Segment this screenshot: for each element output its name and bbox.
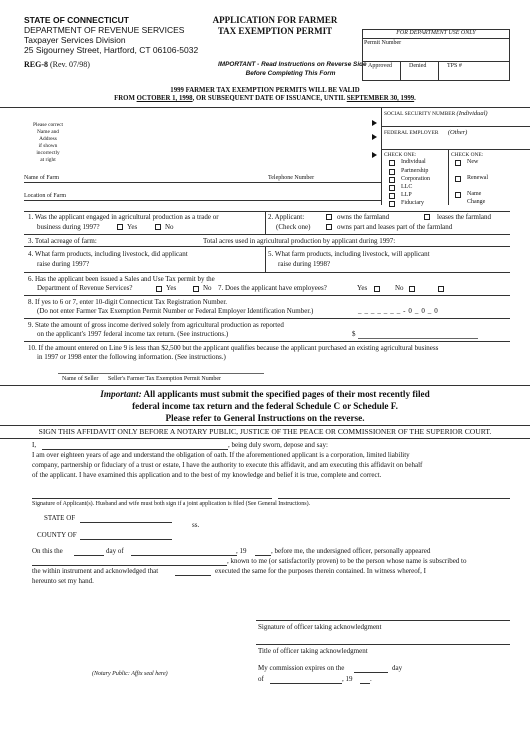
question-3b-label: Total acres used in agricultural production by applicant during 1997: bbox=[203, 237, 396, 245]
question-6-line1: 6. Has the applicant been issued a Sales and Use Tax permit by the bbox=[28, 275, 215, 283]
seller-name-field[interactable] bbox=[58, 373, 154, 374]
owns-farmland-checkbox[interactable] bbox=[326, 214, 332, 220]
question-3-label: 3. Total acreage of farm: bbox=[28, 237, 97, 245]
question-6-line2: Department of Revenue Services? bbox=[37, 284, 133, 292]
officer-title-field[interactable] bbox=[256, 644, 510, 645]
ssn-label: SOCIAL SECURITY NUMBER (Individual) bbox=[384, 110, 488, 117]
question-8-line2: (Do not enter Farmer Tax Exemption Permit Number or Federal Employer Identification Number.) bbox=[37, 307, 314, 315]
state-of-field[interactable] bbox=[80, 522, 172, 523]
fein-label: FEDERAL EMPLOYER (Other) bbox=[384, 129, 468, 136]
question-1-line2: business during 1997? bbox=[37, 223, 100, 231]
commission-day-field[interactable] bbox=[354, 672, 388, 673]
permit-number-label: Permit Number bbox=[364, 40, 402, 46]
officer-title-label: Title of officer taking acknowledgment bbox=[258, 647, 368, 655]
question-7-label: 7. Does the applicant have employees? bbox=[218, 284, 327, 292]
commission-year-field[interactable] bbox=[360, 683, 370, 684]
applicant-signature-field[interactable] bbox=[32, 498, 272, 499]
applicant-signature-label: Signature of Applicant(s). Husband and wife must both sign if a joint application is filed (See General Instructions). bbox=[32, 501, 311, 507]
q7-no-checkbox[interactable] bbox=[409, 286, 415, 292]
q1-no-checkbox[interactable] bbox=[155, 224, 161, 230]
officer-signature-field[interactable] bbox=[256, 620, 510, 621]
arrow-icon bbox=[372, 152, 377, 158]
corporation-checkbox[interactable] bbox=[389, 177, 395, 183]
on-this-year-field[interactable] bbox=[255, 555, 271, 556]
affidavit-paragraph-3: of the applicant. I have examined this application and to the best of my knowledge and belief it is true, complete and correct. bbox=[32, 471, 382, 479]
question-4-line2: raise during 1997? bbox=[37, 260, 90, 268]
state-of-label: STATE OF bbox=[44, 514, 76, 522]
important-notice-line1: IMPORTANT - Read Instructions on Reverse Side bbox=[218, 61, 367, 68]
ss-label: ss. bbox=[192, 521, 200, 529]
form-title-line2: TAX EXEMPTION PERMIT bbox=[217, 26, 333, 36]
telephone-label: Telephone Number bbox=[268, 175, 315, 181]
form-title-line1: APPLICATION FOR FARMER bbox=[212, 15, 338, 25]
agency-name: STATE OF CONNECTICUT bbox=[24, 15, 129, 25]
important-block-line3: Please refer to General Instructions on the reverse. bbox=[165, 413, 365, 423]
q7-yes-checkbox[interactable] bbox=[374, 286, 380, 292]
denied-label: Denied bbox=[409, 63, 427, 69]
on-this-day-field[interactable] bbox=[74, 555, 104, 556]
form-code: REG-8 (Rev. 07/98) bbox=[24, 60, 90, 69]
officer-signature-label: Signature of officer taking acknowledgment bbox=[258, 623, 382, 631]
county-of-field[interactable] bbox=[80, 539, 172, 540]
affidavit-paragraph-2: company, partnership or fiduciary of a trust or estate, I have the authority to execute this affidavit, and am executing this affidavit on behalf bbox=[32, 461, 423, 469]
agency-address: 25 Sigourney Street, Hartford, CT 06106-5032 bbox=[24, 45, 199, 55]
seller-name-label: Name of Seller bbox=[62, 376, 99, 382]
validity-line1: 1999 FARMER TAX EXEMPTION PERMITS WILL BE VALID bbox=[170, 87, 360, 94]
question-8-line1: 8. If yes to 6 or 7, enter 10-digit Connecticut Tax Registration Number. bbox=[28, 298, 228, 306]
tax-registration-number-field[interactable]: _ _ _ _ _ _ _ - 0 _ 0 _ 0 bbox=[358, 307, 439, 315]
gross-income-field[interactable] bbox=[358, 338, 478, 339]
question-10-line1: 10. If the amount entered on Line 9 is less than $2,500 but the applicant qualifies because the applicant purchased an existing agricultural business bbox=[28, 344, 439, 352]
fiduciary-checkbox[interactable] bbox=[389, 201, 395, 207]
question-5-line2: raise during 1998? bbox=[278, 260, 331, 268]
affiant-line: I, bbox=[32, 441, 37, 449]
question-4-line1: 4. What farm products, including livestock, did applicant bbox=[28, 250, 188, 258]
leases-farmland-checkbox[interactable] bbox=[424, 214, 430, 220]
affidavit-paragraph-1: I am over eighteen years of age and understand the obligation of oath. If the aforementioned applicant is a corporation, limited liability bbox=[32, 451, 410, 459]
dollar-sign: $ bbox=[352, 330, 356, 338]
question-10-line2: in 1997 or 1998 enter the following information. (See instructions.) bbox=[37, 353, 226, 361]
department-name: DEPARTMENT OF REVENUE SERVICES bbox=[24, 25, 185, 35]
owns-and-leases-checkbox[interactable] bbox=[326, 224, 332, 230]
notary-seal-note: (Notary Public: Affix seal here) bbox=[92, 671, 168, 677]
department-use-title: FOR DEPARTMENT USE ONLY bbox=[396, 30, 476, 36]
seller-permit-label: Seller's Farmer Tax Exemption Permit Number bbox=[108, 376, 222, 382]
q7-extra-checkbox[interactable] bbox=[438, 286, 444, 292]
partnership-checkbox[interactable] bbox=[389, 169, 395, 175]
commission-month-field[interactable] bbox=[270, 683, 342, 684]
affidavit-heading: SIGN THIS AFFIDAVIT ONLY BEFORE A NOTARY PUBLIC, JUSTICE OF THE PEACE OR COMMISSIONER OF THE SUPERIOR COURT. bbox=[38, 427, 492, 436]
appeared-person-field[interactable] bbox=[32, 565, 227, 566]
question-2-label: 2. Applicant: bbox=[268, 213, 305, 221]
renewal-checkbox[interactable] bbox=[455, 176, 461, 182]
important-block-line1: Important: All applicants must submit the specified pages of their most recently filed bbox=[100, 389, 430, 399]
question-5-line1: 5. What farm products, including livestock, will applicant bbox=[268, 250, 430, 258]
q6-no-checkbox[interactable] bbox=[193, 286, 199, 292]
commission-label: My commission expires on the bbox=[258, 664, 345, 672]
seller-permit-field[interactable] bbox=[154, 373, 264, 374]
acknowledged-field[interactable] bbox=[175, 575, 211, 576]
name-of-farm-label: Name of Farm bbox=[24, 175, 59, 181]
on-this-month-field[interactable] bbox=[131, 555, 237, 556]
question-9-line2: on the applicant's 1997 federal income tax return. (See instructions.) bbox=[37, 330, 229, 338]
validity-line2: FROM OCTOBER 1, 1998, OR SUBSEQUENT DATE OF ISSUANCE, UNTIL SEPTEMBER 30, 1999. bbox=[114, 95, 416, 102]
important-notice-line2: Before Completing This Form bbox=[245, 70, 336, 77]
location-of-farm-label: Location of Farm bbox=[24, 193, 66, 199]
llc-checkbox[interactable] bbox=[389, 185, 395, 191]
question-1-line1: 1. Was the applicant engaged in agricultural production as a trade or bbox=[28, 213, 219, 221]
arrow-icon bbox=[372, 120, 377, 126]
important-block-line2: federal income tax return and the federal Schedule C or Schedule F. bbox=[132, 401, 398, 411]
co-applicant-signature-field[interactable] bbox=[278, 498, 510, 499]
llp-checkbox[interactable] bbox=[389, 193, 395, 199]
approved-label: Approved bbox=[368, 63, 392, 69]
individual-checkbox[interactable] bbox=[389, 160, 395, 166]
tps-label: TPS # bbox=[447, 63, 462, 69]
on-this-label: On this the bbox=[32, 547, 63, 555]
division-name: Taxpayer Services Division bbox=[24, 35, 126, 45]
arrow-icon bbox=[372, 134, 377, 140]
q1-yes-checkbox[interactable] bbox=[117, 224, 123, 230]
new-checkbox[interactable] bbox=[455, 160, 461, 166]
affiant-name-field[interactable] bbox=[42, 449, 228, 450]
county-of-label: COUNTY OF bbox=[37, 531, 77, 539]
name-change-checkbox[interactable] bbox=[455, 192, 461, 198]
question-9-line1: 9. State the amount of gross income derived solely from agricultural production as reported bbox=[28, 321, 284, 329]
q6-yes-checkbox[interactable] bbox=[156, 286, 162, 292]
